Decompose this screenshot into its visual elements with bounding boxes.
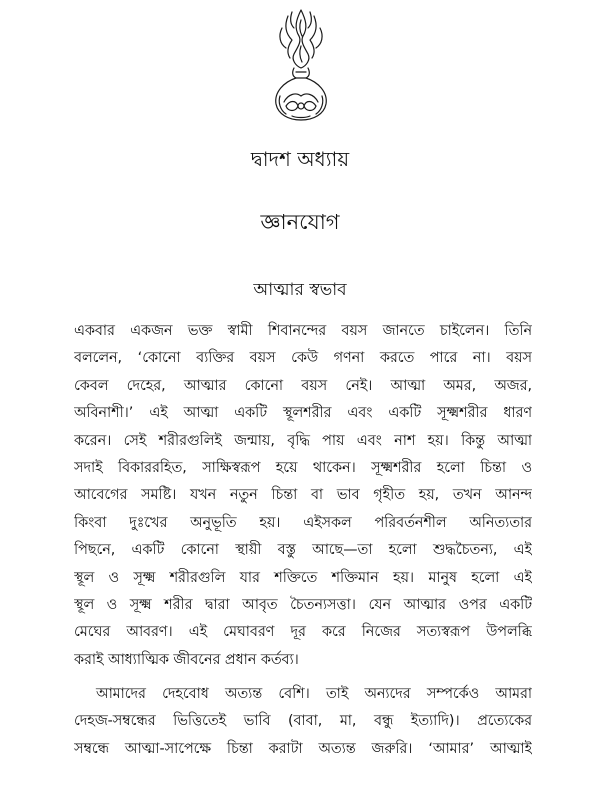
text-line: পিছনে, একটি কোনো স্থায়ী বস্তু আছে—তা হলো শুদ্ধচৈতন্য, এই: [74, 542, 532, 559]
text-line: করাই আধ্যাত্মিক জীবনের প্রধান কর্তব্য।: [74, 651, 299, 668]
text-line: বললেন, ‘কোনো ব্যক্তির বয়স কেউ গণনা করতে পারে না। বয়স: [74, 350, 532, 367]
text-line: দেহজ-সম্বন্ধের ভিত্তিতেই ভাবি (বাবা, মা, বন্ধু ইত্যাদি)। প্রত্যেকের: [74, 713, 532, 730]
flame-vase-ornament-icon: [266, 6, 336, 124]
chapter-number: দ্বাদশ অধ্যায়: [250, 147, 350, 171]
paragraph-2: [74, 681, 532, 763]
text-line: আমাদের দেহবোধ অত্যন্ত বেশি। তাই অন্যদের সম্পর্কেও আমরা: [96, 686, 532, 702]
text-line: সম্বন্ধে আত্মা-সাপেক্ষে চিন্তা করাটা অত্যন্ত জরুরি। ‘আমার’ আত্মাই: [74, 740, 532, 757]
text-line: স্থূল ও সূক্ষ্ম শরীরগুলি যার শক্তিতে শক্তিমান হয়। মানুষ হলো এই: [74, 569, 532, 586]
section-title: আত্মার স্বভাব: [253, 280, 347, 300]
text-line: স্থূল ও সূক্ষ্ম শরীর দ্বারা আবৃত চৈতন্যসত্তা। যেন আত্মার ওপর একটি: [74, 596, 532, 613]
chapter-title: জ্ঞানযোগ: [260, 210, 340, 234]
text-line: একবার একজন ভক্ত স্বামী শিবানন্দের বয়স জানতে চাইলেন। তিনি: [74, 323, 532, 339]
text-line: মেঘের আবরণ। এই মেঘাবরণ দূর করে নিজের সত্যস্বরূপ উপলব্ধি: [74, 624, 532, 641]
paragraph-1: [74, 318, 532, 674]
text-line: কিংবা দুঃখের অনুভূতি হয়। এইসকল পরিবর্তনশীল অনিত্যতার: [74, 514, 532, 531]
text-line: অবিনাশী।’ এই আত্মা একটি স্থূলশরীর এবং একটি সূক্ষ্মশরীর ধারণ: [74, 405, 532, 422]
text-line: সদাই বিকাররহিত, সাক্ষিস্বরূপ হয়ে থাকেন। সূক্ষ্মশরীর হলো চিন্তা ও: [74, 459, 532, 476]
text-line: করেন। সেই শরীরগুলিই জন্মায়, বৃদ্ধি পায় এবং নাশ হয়। কিন্তু আত্মা: [74, 432, 532, 449]
text-line: আবেগের সমষ্টি। যখন নতুন চিন্তা বা ভাব গৃহীত হয়, তখন আনন্দ: [74, 487, 532, 504]
text-line: কেবল দেহের, আত্মার কোনো বয়স নেই। আত্মা অমর, অজর,: [74, 377, 532, 394]
